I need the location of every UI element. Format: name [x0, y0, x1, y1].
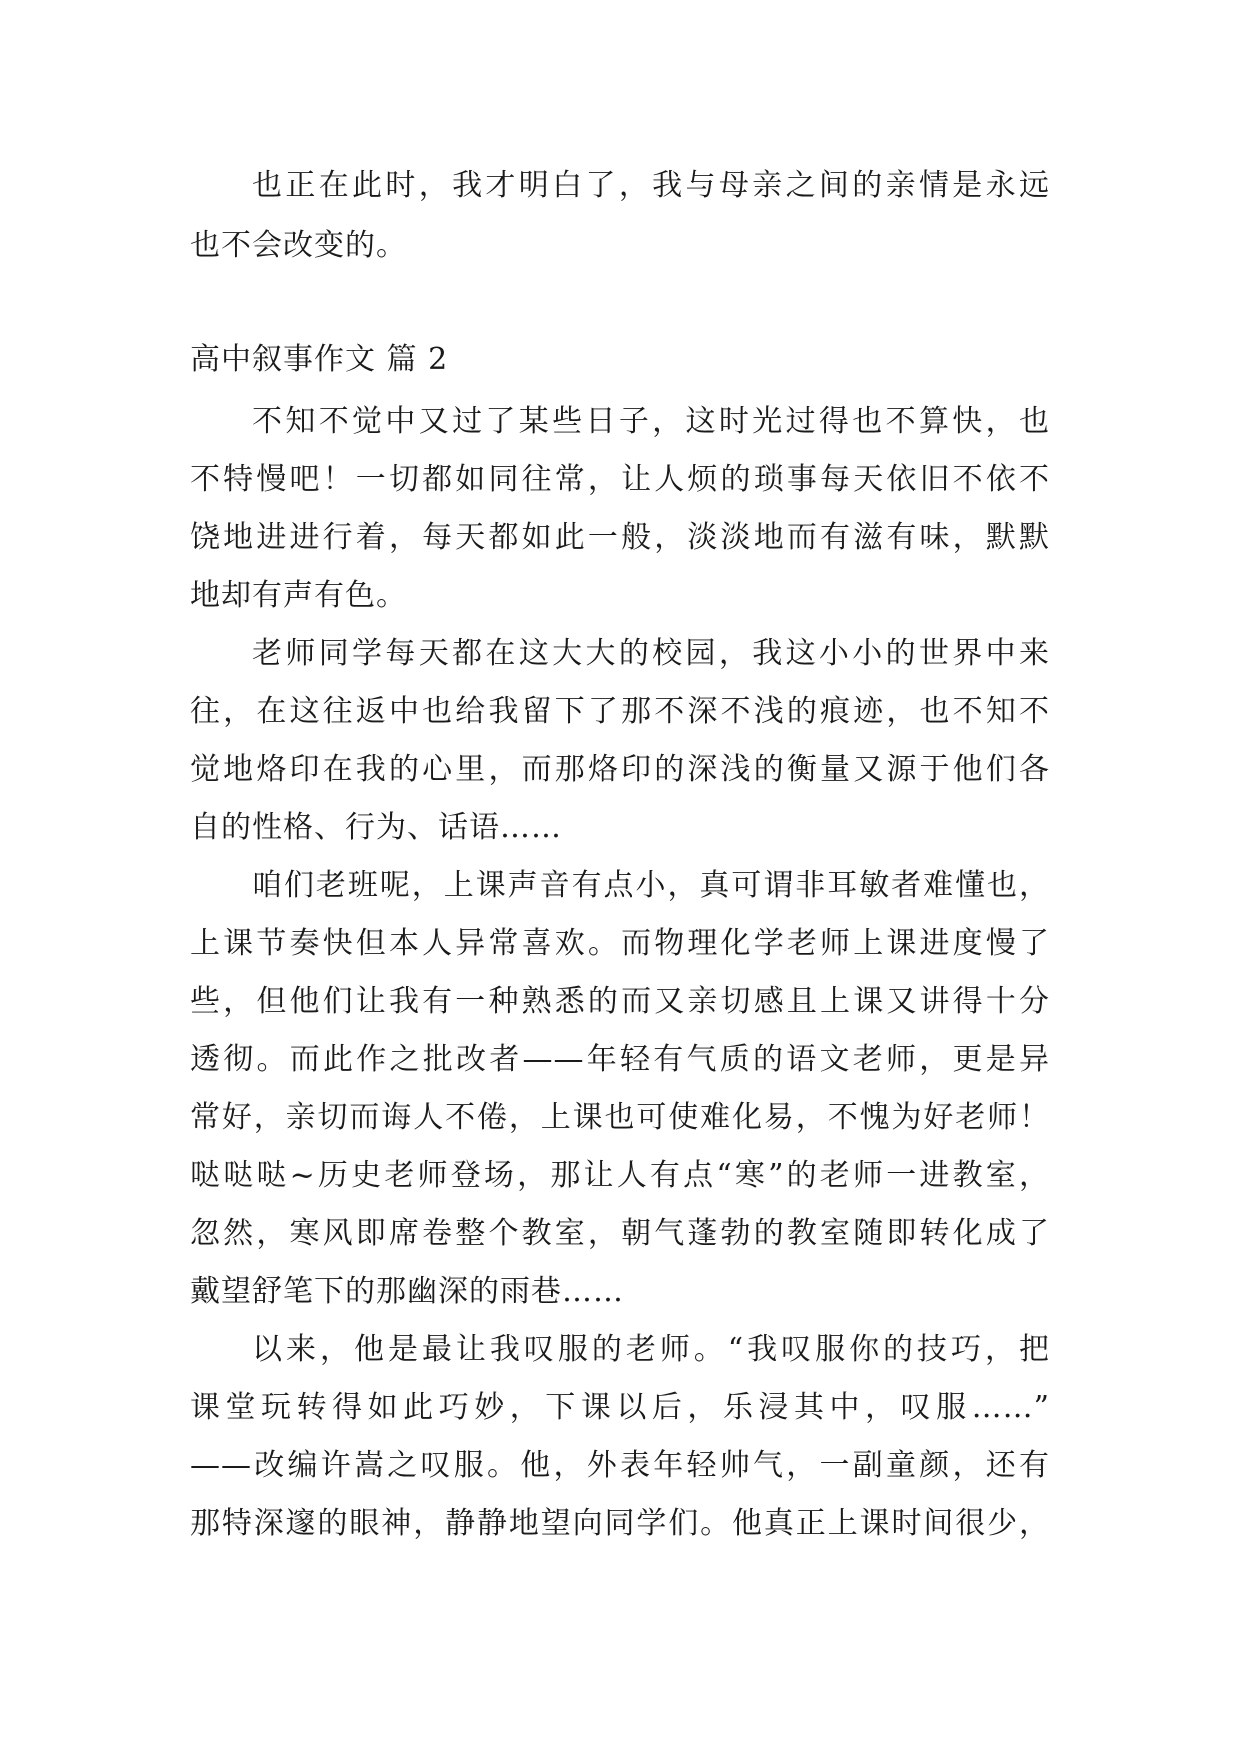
- paragraph-line: 那特深邃的眼神，静静地望向同学们。他真正上课时间很少，: [190, 1506, 1050, 1541]
- paragraph-line: 以来，他是最让我叹服的老师。“我叹服你的技巧，把: [252, 1332, 1050, 1367]
- paragraph-line: 课堂玩转得如此巧妙，下课以后，乐浸其中，叹服……”: [190, 1390, 1050, 1425]
- paragraph-line: 自的性格、行为、话语……: [190, 810, 562, 845]
- section-heading: 高中叙事作文 篇 2: [190, 342, 449, 377]
- paragraph-line: 觉地烙印在我的心里，而那烙印的深浅的衡量又源于他们各: [190, 752, 1050, 787]
- paragraph-line: 常好，亲切而诲人不倦，上课也可使难化易，不愧为好老师！: [190, 1100, 1050, 1135]
- paragraph-line: 也正在此时，我才明白了，我与母亲之间的亲情是永远: [252, 168, 1050, 203]
- paragraph-line: 老师同学每天都在这大大的校园，我这小小的世界中来: [252, 636, 1050, 671]
- paragraph-line: 不知不觉中又过了某些日子，这时光过得也不算快，也: [252, 404, 1050, 439]
- paragraph-line: 些，但他们让我有一种熟悉的而又亲切感且上课又讲得十分: [190, 984, 1050, 1019]
- paragraph-line: 不特慢吧！一切都如同往常，让人烦的琐事每天依旧不依不: [190, 462, 1050, 497]
- paragraph-line: 往，在这往返中也给我留下了那不深不浅的痕迹，也不知不: [190, 694, 1050, 729]
- paragraph-line: 也不会改变的。: [190, 228, 407, 263]
- paragraph-line: 饶地进进行着，每天都如此一般，淡淡地而有滋有味，默默: [190, 520, 1050, 555]
- paragraph-line: ——改编许嵩之叹服。他，外表年轻帅气，一副童颜，还有: [190, 1448, 1050, 1483]
- paragraph-line: 戴望舒笔下的那幽深的雨巷……: [190, 1274, 624, 1309]
- paragraph-line: 哒哒哒~历史老师登场，那让人有点“寒”的老师一进教室，: [190, 1158, 1050, 1193]
- paragraph-line: 上课节奏快但本人异常喜欢。而物理化学老师上课进度慢了: [190, 926, 1050, 961]
- paragraph-line: 咱们老班呢，上课声音有点小，真可谓非耳敏者难懂也，: [252, 868, 1050, 903]
- paragraph-line: 忽然，寒风即席卷整个教室，朝气蓬勃的教室随即转化成了: [190, 1216, 1050, 1251]
- paragraph-line: 透彻。而此作之批改者——年轻有气质的语文老师，更是异: [190, 1042, 1050, 1077]
- paragraph-line: 地却有声有色。: [190, 578, 407, 613]
